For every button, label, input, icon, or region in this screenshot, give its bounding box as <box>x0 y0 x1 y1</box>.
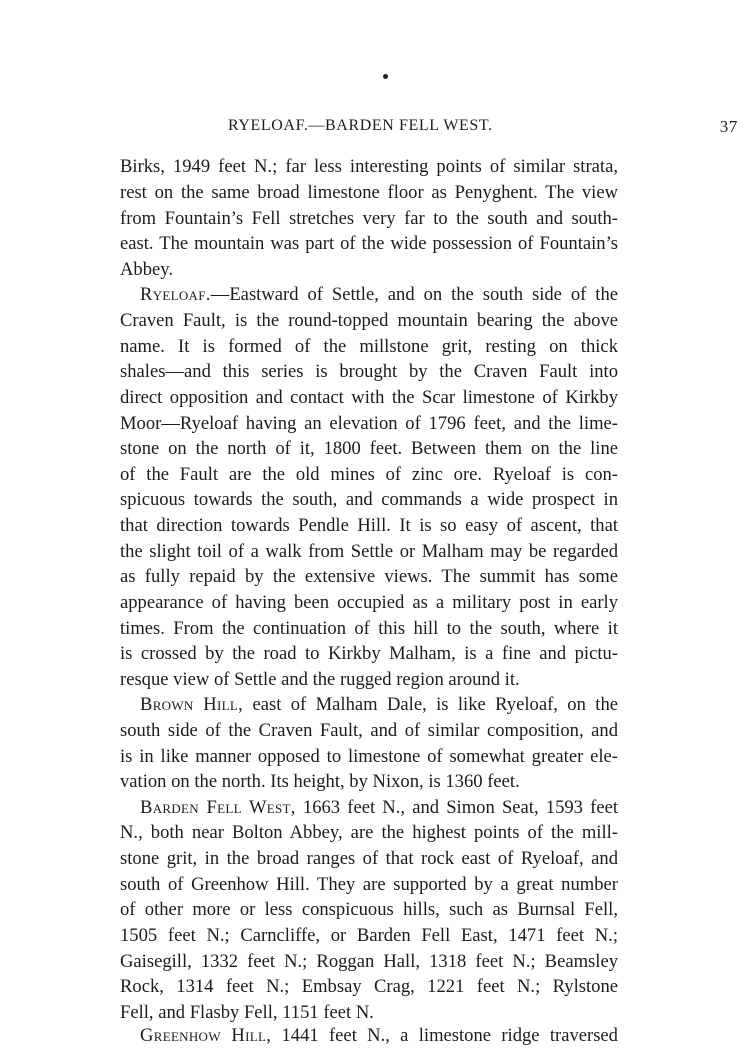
line-text: shales—and this series is brought by the Craven Fault into <box>120 361 618 382</box>
text-line <box>120 155 618 179</box>
line-text: east of Malham Dale, is like Ryeloaf, on the <box>243 694 618 715</box>
line-text: the slight toil of a walk from Settle or Malham may be regarded <box>120 541 618 562</box>
text-line <box>120 642 618 666</box>
line-text: south side of the Craven Fault, and of similar composition, and <box>120 720 618 741</box>
text-line <box>120 514 618 538</box>
ink-dot <box>383 74 388 79</box>
line-text: of the Fault are the old mines of zinc ore. Ryeloaf is con- <box>120 464 618 485</box>
section-head-brown-hill: Brown Hill, <box>140 694 244 715</box>
text-line <box>120 232 618 256</box>
line-text: is in like manner opposed to limestone of somewhat greater ele- <box>120 746 618 767</box>
line-text: rest on the same broad limestone floor as Penyghent. The view <box>120 182 618 203</box>
text-line <box>120 207 618 231</box>
line-text: appearance of having been occupied as a military post in early <box>120 592 618 613</box>
line-text: direct opposition and contact with the Scar limestone of Kirkby <box>120 387 618 408</box>
line-text: stone on the north of it, 1800 feet. Between them on the line <box>120 438 618 459</box>
text-line <box>120 975 618 999</box>
paragraph-start-line <box>140 693 618 717</box>
text-line <box>120 335 618 359</box>
page-number: 37 <box>719 117 738 136</box>
text-line <box>120 898 618 922</box>
text-line <box>120 950 618 974</box>
line-text: 1441 feet N., a limestone ridge traversed <box>271 1025 618 1046</box>
text-line <box>120 437 618 461</box>
line-text: stone grit, in the broad ranges of that rock east of Ryeloaf, and <box>120 848 618 869</box>
running-head <box>120 117 738 139</box>
section-head-greenhow-hill: Greenhow Hill, <box>140 1025 272 1046</box>
text-line <box>120 719 618 743</box>
text-line <box>120 309 618 333</box>
line-text: Rock, 1314 feet N.; Embsay Crag, 1221 feet N.; Rylstone <box>120 976 618 997</box>
text-line <box>120 847 618 871</box>
line-text: of other more or less conspicuous hills, such as Burnsal Fell, <box>120 899 618 920</box>
line-text: 1663 feet N., and Simon Seat, 1593 feet <box>295 797 618 818</box>
paragraph-start-line <box>140 796 618 820</box>
text-line <box>120 617 618 641</box>
line-text: times. From the continuation of this hill to the south, where it <box>120 618 618 639</box>
text-line <box>120 873 618 897</box>
text-line <box>120 565 618 589</box>
paragraph-start-line <box>140 283 618 307</box>
paragraph-start-line <box>140 1024 618 1048</box>
line-text: spicuous towards the south, and commands a wide prospect in <box>120 489 618 510</box>
text-line <box>120 668 618 692</box>
line-text: south of Greenhow Hill. They are supported by a great number <box>120 874 618 895</box>
line-text: east. The mountain was part of the wide possession of Fountain’s <box>120 233 618 254</box>
running-title: RYELOAF.—BARDEN FELL WEST. <box>228 117 493 134</box>
text-line <box>120 412 618 436</box>
text-line <box>120 488 618 512</box>
line-text: N., both near Bolton Abbey, are the highest points of the mill- <box>120 822 618 843</box>
line-text: from Fountain’s Fell stretches very far to the south and south- <box>120 208 618 229</box>
text-line <box>120 745 618 769</box>
section-head-ryeloaf: Ryeloaf. <box>140 284 211 305</box>
text-line <box>120 821 618 845</box>
line-text: Moor—Ryeloaf having an elevation of 1796 feet, and the lime- <box>120 413 618 434</box>
line-text: —Eastward of Settle, and on the south side of the <box>210 284 618 305</box>
text-line <box>120 360 618 384</box>
line-text: vation on the north. Its height, by Nixon, is 1360 feet. <box>120 771 520 792</box>
line-text: Gaisegill, 1332 feet N.; Roggan Hall, 1318 feet N.; Beamsley <box>120 951 618 972</box>
text-line <box>120 540 618 564</box>
text-line <box>120 463 618 487</box>
line-text: as fully repaid by the extensive views. The summit has some <box>120 566 618 587</box>
text-line <box>120 386 618 410</box>
text-line <box>120 181 618 205</box>
line-text: Craven Fault, is the round-topped mountain bearing the above <box>120 310 618 331</box>
text-line <box>120 258 618 282</box>
line-text: name. It is formed of the millstone grit, resting on thick <box>120 336 618 357</box>
line-text: 1505 feet N.; Carncliffe, or Barden Fell East, 1471 feet N.; <box>120 925 618 946</box>
text-line <box>120 924 618 948</box>
text-line <box>120 770 618 794</box>
line-text: Birks, 1949 feet N.; far less interesting points of similar strata, <box>120 156 618 177</box>
text-line <box>120 1001 618 1025</box>
line-text: Abbey. <box>120 259 174 280</box>
text-line <box>120 591 618 615</box>
line-text: that direction towards Pendle Hill. It is so easy of ascent, that <box>120 515 618 536</box>
line-text: Fell, and Flasby Fell, 1151 feet N. <box>120 1002 374 1023</box>
line-text: is crossed by the road to Kirkby Malham, is a fine and pictu- <box>120 643 618 664</box>
section-head-barden-fell-west: Barden Fell West, <box>140 797 296 818</box>
line-text: resque view of Settle and the rugged region around it. <box>120 669 520 690</box>
